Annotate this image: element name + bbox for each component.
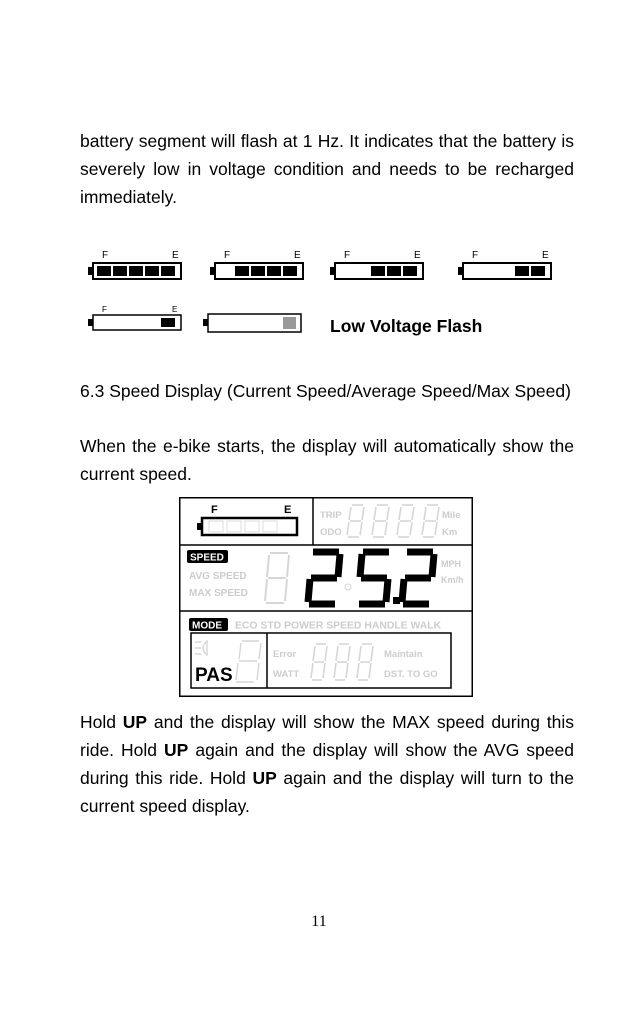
svg-text:E: E	[294, 250, 301, 261]
battery-segment	[403, 266, 417, 276]
battery-segment	[161, 318, 175, 327]
hold-up-paragraph	[80, 708, 574, 820]
lcd-mile-label: Mile	[442, 510, 461, 521]
svg-text:F: F	[344, 250, 351, 261]
lcd-segment	[308, 579, 310, 602]
lcd-dst-to-go-label: DST. TO GO	[384, 669, 438, 680]
battery-segment	[387, 266, 401, 276]
hold-text-3: again and the display will show the AVG speed during this ride. Hold	[80, 740, 574, 788]
lcd-max-speed-label: MAX SPEED	[189, 588, 248, 599]
battery-segment	[371, 266, 385, 276]
lcd-error-label: Error	[273, 649, 297, 660]
battery-icon-5-segments	[88, 249, 188, 285]
battery-icon-empty-flashing	[203, 304, 303, 334]
battery-segment	[161, 266, 175, 276]
svg-text:F: F	[224, 250, 231, 261]
svg-text:E: E	[172, 305, 178, 314]
lcd-display-diagram	[179, 497, 473, 697]
lcd-speed-label: SPEED	[190, 552, 224, 564]
lcd-trip-label: TRIP	[320, 510, 342, 521]
battery-icon-2-segments	[458, 249, 558, 285]
battery-segment	[251, 266, 265, 276]
lcd-mode-options: ECO STD POWER SPEED HANDLE WALK	[235, 620, 442, 632]
hold-text-1: Hold	[80, 712, 123, 732]
battery-segment	[267, 266, 281, 276]
lcd-segment	[360, 554, 362, 577]
lcd-kmh-label: Km/h	[441, 575, 464, 585]
battery-icon-3-segments	[330, 249, 430, 285]
battery-segment	[129, 266, 143, 276]
battery-segment	[145, 266, 159, 276]
lcd-mode-label: MODE	[192, 620, 222, 632]
lcd-segment	[432, 554, 434, 577]
lcd-maintain-label: Maintain	[384, 649, 423, 660]
battery-segment	[97, 266, 111, 276]
battery-icon-1-segment	[88, 304, 188, 334]
page-number: 11	[311, 913, 327, 930]
low-voltage-flash-label: Low Voltage Flash	[330, 316, 483, 336]
svg-text:E: E	[414, 250, 421, 261]
battery-segment	[283, 266, 297, 276]
lcd-label-f: F	[211, 504, 218, 516]
section-heading: 6.3 Speed Display (Current Speed/Average Speed/Max Speed)	[80, 381, 571, 401]
lcd-avg-speed-label: AVG SPEED	[189, 571, 247, 582]
battery-segment	[113, 266, 127, 276]
speed-display-paragraph: When the e-bike starts, the display will automatically show the current speed.	[80, 436, 574, 484]
lcd-label-e: E	[284, 504, 292, 516]
lcd-segment	[338, 554, 340, 577]
svg-text:F: F	[102, 250, 109, 261]
hold-text-4: again and the display will turn to the current speed display.	[80, 768, 574, 816]
lcd-segment	[402, 579, 404, 602]
up-key-3: UP	[252, 768, 277, 788]
svg-text:F: F	[102, 305, 107, 314]
battery-segment	[531, 266, 545, 276]
battery-flash-paragraph: battery segment will flash at 1 Hz. It indicates that the battery is severely low in voltage condition and needs to be recharged immediately.	[80, 131, 574, 207]
lcd-segment	[386, 579, 388, 602]
lcd-odo-label: ODO	[320, 527, 342, 538]
battery-segment	[515, 266, 529, 276]
battery-icon-4-segments	[210, 249, 310, 285]
lcd-watt-label: WATT	[273, 669, 300, 680]
up-key-2: UP	[164, 740, 189, 760]
svg-text:F: F	[472, 250, 479, 261]
lcd-km-label: Km	[442, 527, 458, 538]
svg-text:E: E	[172, 250, 179, 261]
up-key-1: UP	[122, 712, 148, 732]
battery-segment	[235, 266, 249, 276]
svg-text:E: E	[542, 250, 549, 261]
lcd-mph-label: MPH	[441, 559, 461, 569]
hold-text-2: and the display will show the MAX speed during this ride. Hold	[80, 712, 574, 760]
lcd-decimal-point	[393, 597, 400, 604]
lcd-pas-label: PAS	[195, 665, 233, 686]
